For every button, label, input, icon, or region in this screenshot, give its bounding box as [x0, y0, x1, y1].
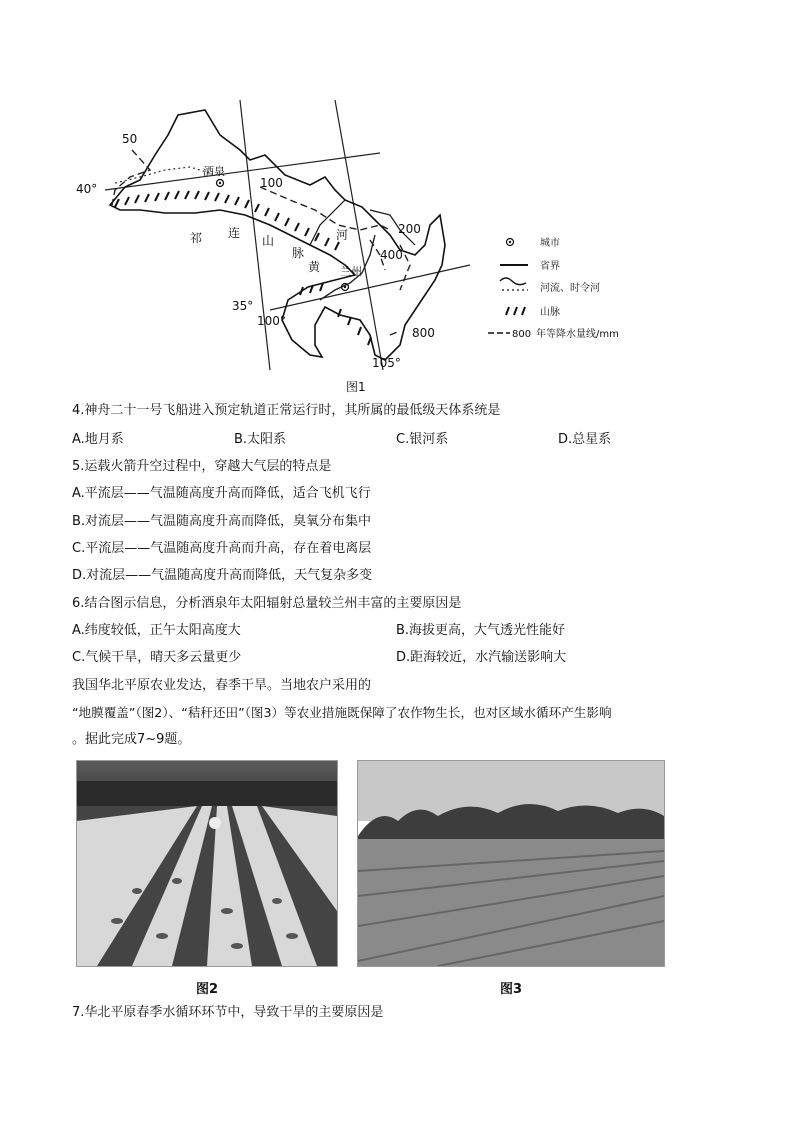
- legend-river-label: 河流、时令河: [540, 283, 600, 294]
- q4-option-b: B.太阳系: [234, 432, 287, 447]
- isohyet-100: [260, 187, 390, 230]
- q6-option-d: D.距海较近，水汽输送影响大: [396, 650, 567, 665]
- legend-mountain-label: 山脉: [540, 307, 560, 318]
- figure3-caption: 图3: [500, 982, 523, 997]
- q6-option-a: A.纬度较低，正午太阳高度大: [72, 623, 241, 638]
- q5-stem: 5.运载火箭升空过程中，穿越大气层的特点是: [72, 459, 332, 474]
- qi-label: 祁: [190, 231, 203, 245]
- legend-border-label: 省界: [540, 261, 560, 272]
- shan-label: 山: [262, 234, 275, 248]
- figure3-illustration: [358, 761, 664, 966]
- he-label: 河: [336, 228, 349, 242]
- huang-label: 黄: [308, 260, 321, 274]
- q6-option-c: C.气候干旱，晴天多云量更少: [72, 650, 242, 665]
- lanzhou-label: 兰州: [340, 265, 362, 278]
- legend-mountain-icon: [506, 307, 525, 315]
- lon-105-label: 105°: [372, 356, 401, 370]
- q5-option-b: B.对流层——气温随高度升高而降低，臭氧分布集中: [72, 514, 372, 529]
- q6-stem: 6.结合图示信息，分析酒泉年太阳辐射总量较兰州丰富的主要原因是: [72, 596, 462, 611]
- q5-option-d: D.对流层——气温随高度升高而降低，天气复杂多变: [72, 568, 373, 583]
- q5-option-a: A.平流层——气温随高度升高而降低，适合飞机飞行: [72, 486, 371, 501]
- latitude-40-line: [105, 153, 380, 190]
- mai-label: 脉: [292, 246, 305, 260]
- figure2-caption: 图2: [196, 982, 219, 997]
- figure1-map: [70, 95, 640, 395]
- q6-option-b: B.海拔更高，大气透光性能好: [396, 623, 566, 638]
- isohyet-400-label: 400: [380, 248, 403, 262]
- q4-option-a: A.地月系: [72, 432, 124, 447]
- isohyet-800: [390, 331, 400, 335]
- intro-line-1: 我国华北平原农业发达，春季干旱。当地农户采用的: [72, 678, 372, 693]
- q4-option-c: C.银河系: [396, 432, 449, 447]
- latitude-35-line: [270, 265, 470, 310]
- q4-option-d: D.总星系: [558, 432, 612, 447]
- q7-stem: 7.华北平原春季水循环环节中，导致干旱的主要原因是: [72, 1005, 384, 1020]
- lian-label: 连: [228, 226, 241, 240]
- isohyet-200-label: 200: [398, 222, 421, 236]
- legend-river-icon: [500, 278, 526, 285]
- figure2-photo: [76, 760, 338, 967]
- q4-stem: 4.神舟二十一号飞船进入预定轨道正常运行时，其所属的最低级天体系统是: [72, 403, 501, 418]
- map-legend: [488, 236, 619, 340]
- seasonal-river: [115, 167, 210, 183]
- intro-line-3: 。据此完成7~9题。: [72, 732, 191, 747]
- figure1-caption: 图1: [346, 380, 366, 394]
- legend-isohyet-value: 800: [512, 329, 532, 340]
- figure2-illustration: [77, 761, 337, 966]
- isohyet-800-label: 800: [412, 326, 435, 340]
- legend-city-label: 城市: [540, 238, 560, 249]
- lon-100-label: 100°: [257, 314, 286, 328]
- intro-line-2: “地膜覆盖”（图2）、“秸秆还田”（图3）等农业措施既保障了农作物生长，也对区域水循环产生影响: [72, 705, 612, 720]
- legend-isohyet-label: 年等降水量线/mm: [536, 329, 619, 340]
- isohyet-50-label: 50: [122, 132, 138, 146]
- q5-option-c: C.平流层——气温随高度升高而升高，存在着电离层: [72, 541, 372, 556]
- jiuquan-label: 酒泉: [203, 165, 225, 178]
- lat-35-label: 35°: [232, 299, 254, 313]
- figure3-photo: [357, 760, 665, 967]
- map-svg: [70, 95, 640, 395]
- lat-40-label: 40°: [76, 182, 98, 196]
- isohyet-100-label: 100: [260, 176, 283, 190]
